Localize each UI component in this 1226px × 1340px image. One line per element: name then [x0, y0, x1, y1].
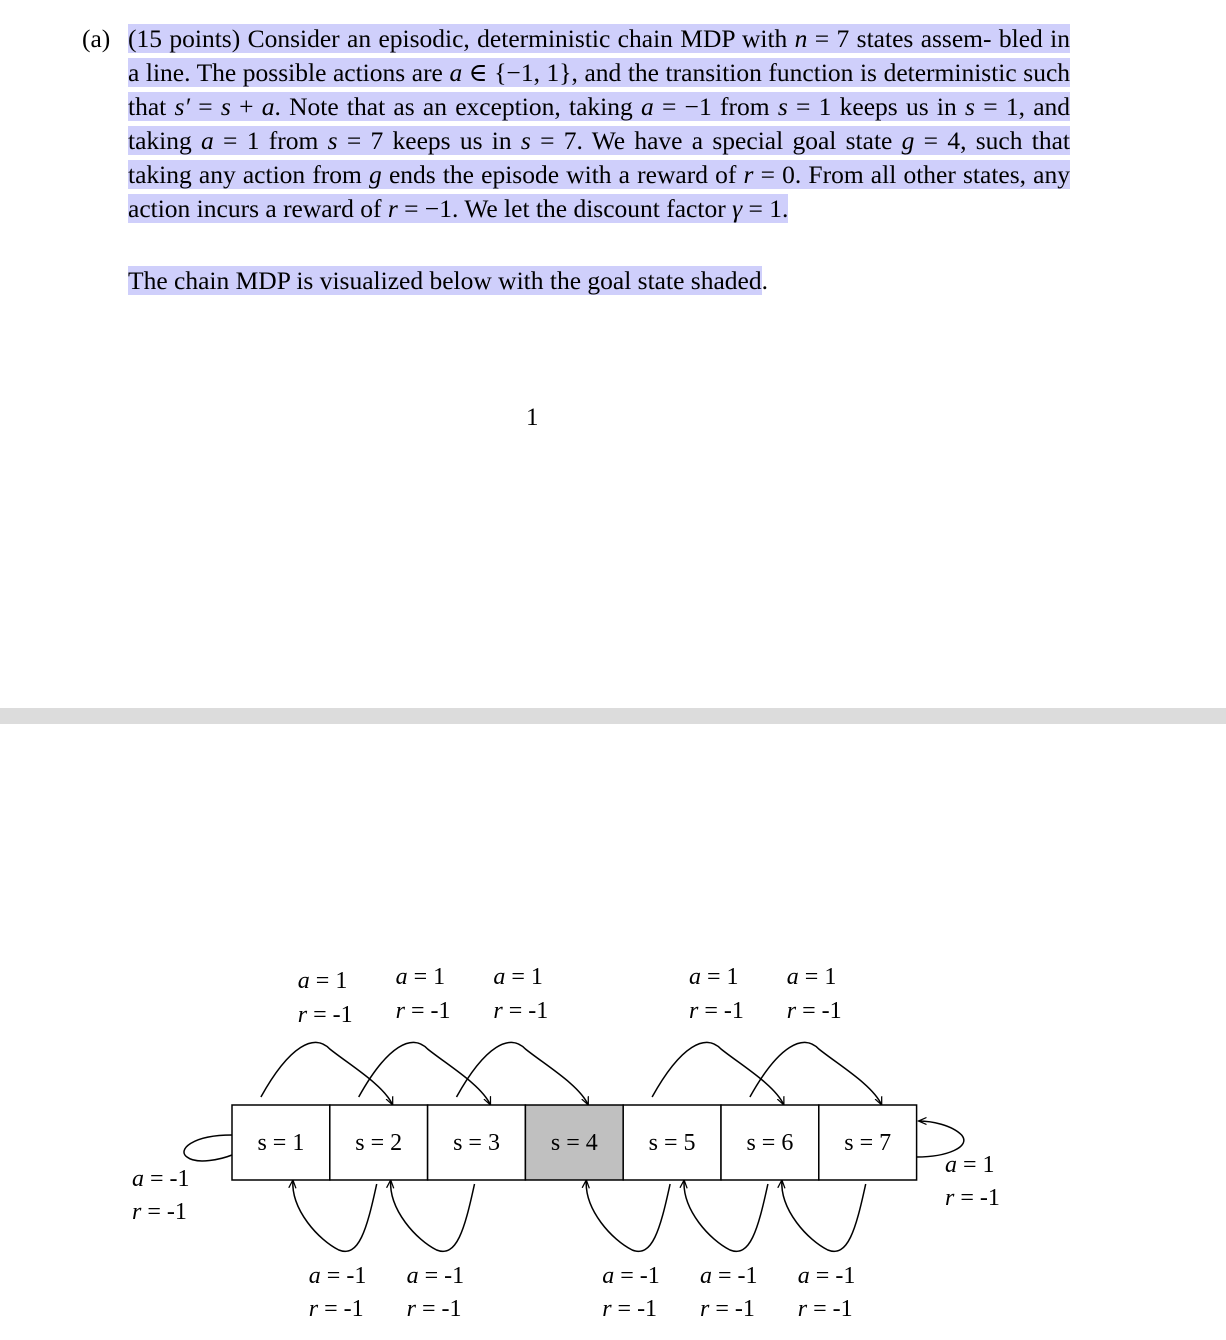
arc-backward-3-to-2 [391, 1180, 475, 1251]
state-label-2: s = 2 [355, 1130, 403, 1156]
top-reward-label-2: r = -1 [395, 998, 451, 1024]
problem-text[interactable]: (15 points) Consider an episodic, deterministic chain MDP with n = 7 states assem- bled in a line. The possible actions are a ∈ {−1, 1}, and the transition function is deterministic such that s′ = s + a. Note that as an exception, taking a = −1 from s = 1 keeps us in s = 1, and taking a = 1 from s = 7 keeps us in s = 7. We have a special goal state g = 4, such that taking any action from g ends the episode with a reward of r = 0. From all other states, any action incurs a reward of r = −1. We let the discount factor γ = 1. [128, 24, 1071, 223]
chain-mdp-diagram [0, 724, 1226, 1335]
arc-backward-2-to-1 [293, 1180, 377, 1251]
right-loop-reward-label: r = -1 [945, 1185, 1000, 1211]
bottom-reward-label-4: r = -1 [700, 1296, 755, 1322]
state-label-5: s = 5 [648, 1130, 696, 1156]
self-loop-state-1 [184, 1135, 232, 1161]
page-2 [0, 724, 1226, 1335]
top-reward-label-4: r = -1 [689, 998, 744, 1024]
diagram-caption-paragraph[interactable]: The chain MDP is visualized below with the goal state shaded. [128, 266, 768, 295]
arc-forward-6-to-7 [750, 1042, 882, 1105]
bottom-reward-label-3: r = -1 [602, 1296, 658, 1322]
arc-backward-7-to-6 [782, 1180, 866, 1251]
bottom-reward-label-2: r = -1 [406, 1296, 462, 1322]
arc-backward-6-to-5 [684, 1180, 768, 1251]
bottom-action-label-2: a = -1 [406, 1263, 465, 1289]
page-number: 1 [526, 404, 539, 431]
left-loop-reward-label: r = -1 [132, 1199, 187, 1225]
top-action-label-4: a = 1 [689, 964, 739, 990]
bottom-action-label-4: a = -1 [700, 1263, 758, 1289]
state-label-7: s = 7 [844, 1130, 892, 1156]
right-loop-action-label: a = 1 [945, 1152, 995, 1178]
state-label-6: s = 6 [746, 1130, 794, 1156]
bottom-action-label-3: a = -1 [602, 1263, 660, 1289]
state-label-1: s = 1 [257, 1130, 305, 1156]
top-reward-label-5: r = -1 [786, 998, 842, 1024]
bottom-action-label-5: a = -1 [797, 1263, 856, 1289]
top-action-label-5: a = 1 [786, 964, 837, 990]
top-action-label-1: a = 1 [297, 968, 348, 994]
page-separator [0, 708, 1226, 724]
state-label-3: s = 3 [453, 1130, 500, 1156]
bottom-reward-label-1: r = -1 [308, 1296, 364, 1322]
top-reward-label-1: r = -1 [297, 1002, 353, 1028]
top-action-label-2: a = 1 [395, 964, 446, 990]
item-label: (a) [82, 24, 111, 53]
arc-backward-5-to-4 [586, 1180, 670, 1251]
left-loop-action-label: a = -1 [132, 1166, 190, 1192]
bottom-action-label-1: a = -1 [308, 1263, 367, 1289]
bottom-reward-label-5: r = -1 [797, 1296, 853, 1322]
state-label-4: s = 4 [550, 1130, 598, 1156]
arc-forward-3-to-4 [457, 1042, 589, 1105]
top-action-label-3: a = 1 [493, 964, 543, 990]
top-reward-label-3: r = -1 [493, 998, 549, 1024]
